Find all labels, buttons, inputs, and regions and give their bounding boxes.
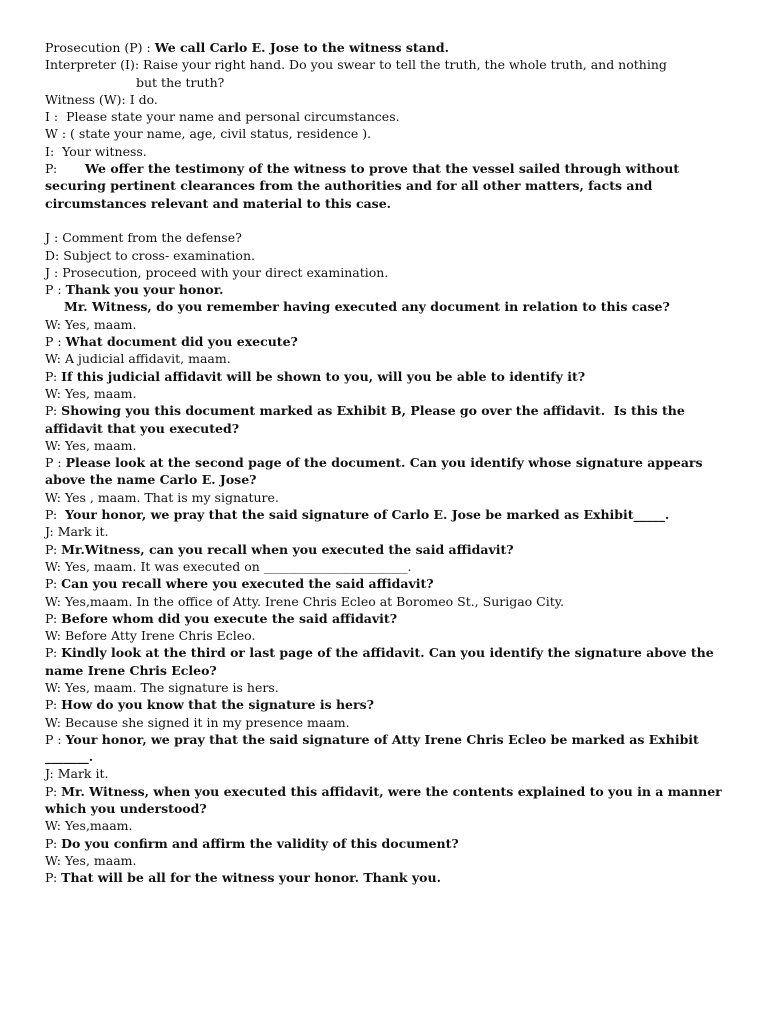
speaker-label: P: bbox=[45, 368, 58, 384]
line-judge bbox=[45, 523, 725, 540]
speaker-label: P: bbox=[45, 610, 58, 626]
line-text: Raise your right hand. Do you swear to tell the truth, the whole truth, and nothing bbox=[143, 57, 667, 73]
speaker-label: P: bbox=[45, 835, 58, 851]
line-text: Before whom did you execute the said affidavit? bbox=[61, 610, 398, 626]
line-text: Yes , maam. That is my signature. bbox=[64, 489, 279, 505]
speaker-label: P: bbox=[45, 697, 58, 713]
line-text: Because she signed it in my presence maam. bbox=[64, 714, 350, 730]
line-text: Yes,maam. bbox=[64, 818, 133, 834]
speaker-label: I: bbox=[45, 143, 55, 159]
line-text: Your honor, we pray that the said signature of Carlo E. Jose be marked as Exhibit_____. bbox=[65, 507, 670, 523]
speaker-label: W: bbox=[45, 679, 61, 695]
line-witness bbox=[45, 558, 725, 575]
line-witness bbox=[45, 350, 725, 367]
line-witness bbox=[45, 627, 725, 644]
line-interpreter bbox=[45, 108, 725, 125]
line-prosecution bbox=[45, 835, 725, 852]
line-witness bbox=[45, 817, 725, 834]
line-text: Yes,maam. In the office of Atty. Irene Chris Ecleo at Boromeo St., Surigao City. bbox=[64, 593, 565, 609]
speaker-label: W : bbox=[45, 126, 67, 142]
line-text: Yes, maam. bbox=[64, 852, 137, 868]
line-text: Mr. Witness, when you executed this affidavit, were the contents explained to you in a manner which you understood? bbox=[45, 783, 727, 817]
line-text: How do you know that the signature is hers? bbox=[61, 697, 374, 713]
speaker-label: W: bbox=[45, 351, 61, 367]
line-text: We call Carlo E. Jose to the witness stand. bbox=[154, 40, 449, 55]
line-prosecution-closing bbox=[45, 869, 725, 886]
line-text: Please state your name and personal circumstances. bbox=[66, 109, 400, 125]
line-text: Yes, maam. It was executed on _______________________. bbox=[64, 558, 412, 574]
line-defense bbox=[45, 247, 725, 264]
line-prosecution bbox=[45, 368, 725, 385]
line-witness bbox=[45, 489, 725, 506]
line-prosecution bbox=[45, 281, 725, 298]
line-text: Can you recall where you executed the said affidavit? bbox=[61, 576, 434, 592]
line-prosecution bbox=[45, 644, 725, 679]
speaker-label: W: bbox=[45, 593, 61, 609]
speaker-label: J : bbox=[45, 264, 59, 280]
speaker-label: P : bbox=[45, 282, 62, 298]
line-witness bbox=[45, 593, 725, 610]
speaker-label: W: bbox=[45, 852, 61, 868]
line-witness bbox=[45, 125, 725, 142]
line-text: That will be all for the witness your honor. Thank you. bbox=[61, 870, 441, 886]
line-text: Prosecution, proceed with your direct examination. bbox=[62, 264, 389, 280]
speaker-label: P: bbox=[45, 576, 58, 592]
speaker-label: J: bbox=[45, 766, 54, 782]
line-text: Showing you this document marked as Exhibit B, Please go over the affidavit. Is this the affidavit that you executed? bbox=[45, 403, 690, 436]
speaker-label: P : bbox=[45, 334, 62, 350]
speaker-label: P: bbox=[45, 403, 58, 419]
line-interpreter-oath-cont bbox=[45, 74, 725, 91]
line-prosecution bbox=[45, 731, 725, 766]
line-text: Please look at the second page of the document. Can you identify whose signature appears above the name Carlo E. Jose? bbox=[45, 455, 707, 488]
line-judge bbox=[45, 765, 725, 782]
line-prosecution bbox=[45, 610, 725, 627]
line-text: Yes, maam. The signature is hers. bbox=[64, 679, 279, 695]
speaker-label: P: bbox=[45, 507, 58, 523]
line-judge bbox=[45, 229, 725, 246]
line-text: Yes, maam. bbox=[64, 437, 137, 453]
line-interpreter-oath bbox=[45, 56, 725, 73]
line-prosecution bbox=[45, 696, 725, 713]
speaker-label: P: bbox=[45, 783, 58, 799]
line-prosecution bbox=[45, 575, 725, 592]
speaker-label: Interpreter (I): bbox=[45, 57, 140, 73]
line-witness-answer bbox=[45, 91, 725, 108]
line-witness bbox=[45, 437, 725, 454]
line-prosecution-offer bbox=[45, 160, 725, 212]
line-text: If this judicial affidavit will be shown to you, will you be able to identify it? bbox=[61, 368, 586, 384]
line-text: We offer the testimony of the witness to prove that the vessel sailed through without securing pertinent clearances from the authorities and for all other matters, facts and circumstances relevant and material to this case. bbox=[45, 161, 684, 211]
line-witness bbox=[45, 852, 725, 869]
speaker-label: W: bbox=[45, 385, 61, 401]
speaker-label: J: bbox=[45, 524, 54, 540]
speaker-label: P : bbox=[45, 455, 62, 471]
line-witness bbox=[45, 316, 725, 333]
line-text: Mr.Witness, can you recall when you executed the said affidavit? bbox=[61, 541, 514, 557]
line-text: Yes, maam. bbox=[64, 385, 137, 401]
line-witness bbox=[45, 385, 725, 402]
speaker-label: P: bbox=[45, 541, 58, 557]
line-text: Yes, maam. bbox=[64, 316, 137, 332]
speaker-label: Prosecution (P) : bbox=[45, 40, 151, 55]
line-prosecution bbox=[45, 402, 725, 437]
line-text: Mark it. bbox=[57, 524, 109, 540]
speaker-label: W: bbox=[45, 558, 61, 574]
line-text: Kindly look at the third or last page of the affidavit. Can you identify the signature above the name Irene Chris Ecleo? bbox=[45, 645, 719, 678]
speaker-label: P: bbox=[45, 870, 58, 886]
speaker-label: W: bbox=[45, 489, 61, 505]
line-text: Subject to cross- examination. bbox=[63, 247, 255, 263]
line-judge bbox=[45, 264, 725, 281]
speaker-label: W: bbox=[45, 437, 61, 453]
line-witness bbox=[45, 679, 725, 696]
line-text: I do. bbox=[129, 91, 158, 107]
line-witness bbox=[45, 714, 725, 731]
speaker-label: J : bbox=[45, 230, 59, 246]
line-text: Before Atty Irene Chris Ecleo. bbox=[64, 628, 256, 644]
blank-line bbox=[45, 212, 725, 229]
line-text: Comment from the defense? bbox=[62, 230, 242, 246]
speaker-label: P: bbox=[45, 161, 58, 177]
speaker-label: W: bbox=[45, 628, 61, 644]
speaker-label: W: bbox=[45, 316, 61, 332]
line-text: What document did you execute? bbox=[65, 334, 298, 350]
line-text: Thank you your honor. bbox=[65, 282, 224, 298]
line-text: Your honor, we pray that the said signature of Atty Irene Chris Ecleo be marked as Exhibit _______. bbox=[45, 731, 704, 765]
line-prosecution bbox=[45, 506, 725, 523]
speaker-label: Witness (W): bbox=[45, 91, 126, 107]
line-prosecution bbox=[45, 541, 725, 558]
speaker-label: P: bbox=[45, 645, 58, 661]
line-text: Your witness. bbox=[62, 143, 147, 159]
speaker-label: D: bbox=[45, 247, 60, 263]
line-text: A judicial affidavit, maam. bbox=[64, 351, 231, 367]
speaker-label: P : bbox=[45, 731, 62, 747]
line-text: ( state your name, age, civil status, residence ). bbox=[70, 126, 372, 142]
line-prosecution-question bbox=[45, 298, 725, 315]
line-text: Mr. Witness, do you remember having executed any document in relation to this case? bbox=[64, 299, 670, 315]
line-interpreter bbox=[45, 143, 725, 160]
speaker-label: I : bbox=[45, 109, 59, 125]
line-text: Do you confirm and affirm the validity of this document? bbox=[61, 835, 459, 851]
speaker-label: W: bbox=[45, 818, 61, 834]
line-prosecution bbox=[45, 454, 725, 489]
line-prosecution-call bbox=[45, 39, 725, 56]
line-text: but the truth? bbox=[136, 74, 225, 90]
speaker-label: W: bbox=[45, 714, 61, 730]
line-text: Mark it. bbox=[57, 766, 109, 782]
transcript bbox=[45, 39, 725, 887]
line-prosecution bbox=[45, 783, 725, 818]
line-prosecution bbox=[45, 333, 725, 350]
